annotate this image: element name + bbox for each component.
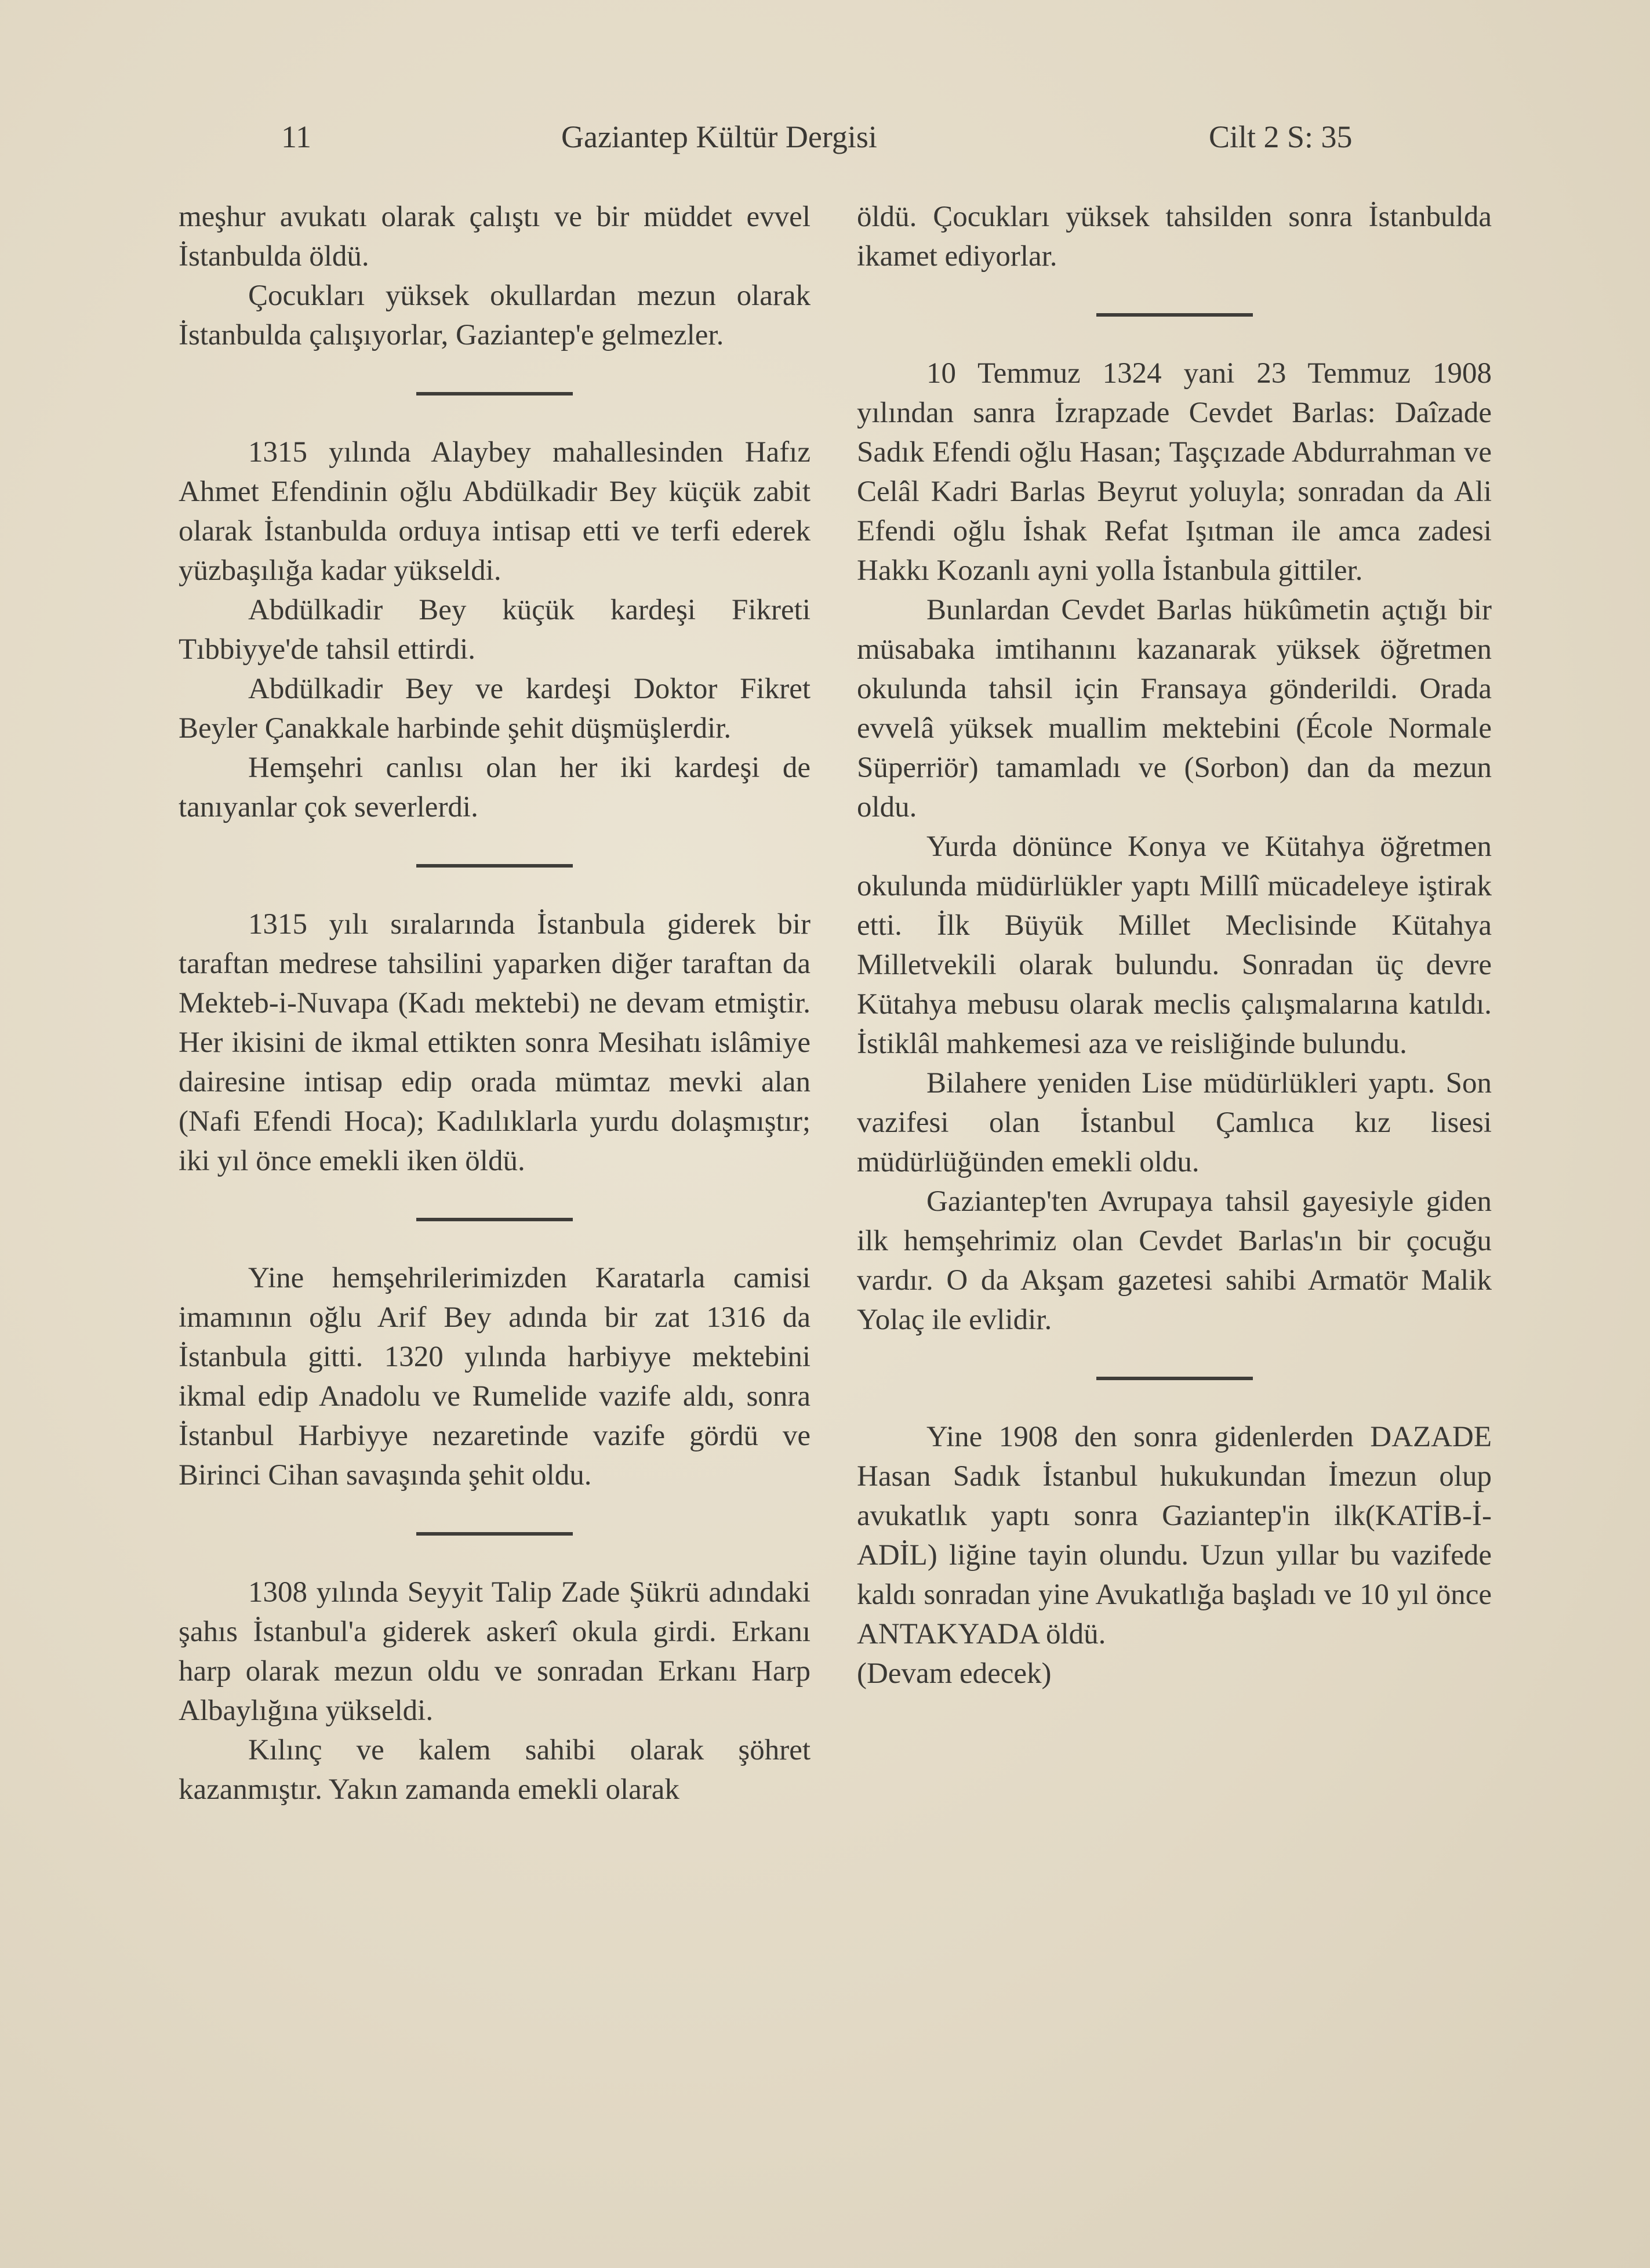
article-paragraph: Yine 1908 den sonra gidenlerden DAZADE Hasan Sadık İstanbul hukukundan İmezun olup avukatlık yaptı sonra Gaziantep'in ilk(KATİB-İ-ADİL) liğine tayin olundu. Uzun yıllar bu vazifede kaldı sonradan yine Avukatlığa başladı ve 10 yıl önce ANTAKYADA öldü.	[857, 1421, 1492, 1650]
page-header	[0, 119, 1650, 165]
article-paragraph: Bilahere yeniden Lise müdürlükleri yaptı. Son vazifesi olan İstanbul Çamlıca kız lisesi müdürlüğünden emekli oldu.	[857, 1067, 1492, 1178]
article-paragraph: 1315 yılında Alaybey mahallesinden Hafız Ahmet Efendinin oğlu Abdülkadir Bey küçük zabit olarak İstanbulda orduya intisap etti ve terfi ederek yüzbaşılığa kadar yükseldi.	[179, 436, 811, 587]
article-paragraph: Yurda dönünce Konya ve Kütahya öğretmen okulunda müdürlükler yaptı Millî mücadeleye iştirak etti. İlk Büyük Millet Meclisinde Kütahya Milletvekili olarak bulundu. Sonradan üç devre Kütahya mebusu olarak meclis çalışmalarına katıldı. İstiklâl mahkemesi aza ve reisliğinde bulundu.	[857, 830, 1492, 1060]
article-paragraph: Çocukları yüksek okullardan mezun olarak İstanbulda çalışıyorlar, Gaziantep'e gelmezler.	[179, 280, 811, 351]
article-paragraph: Abdülkadir Bey küçük kardeşi Fikreti Tıbbiyye'de tahsil ettirdi.	[179, 594, 811, 666]
article-paragraph: Gaziantep'ten Avrupaya tahsil gayesiyle giden ilk hemşehrimiz olan Cevdet Barlas'ın bir çocuğu vardır. O da Akşam gazetesi sahibi Armatör Malik Yolaç ile evlidir.	[857, 1185, 1492, 1336]
continued-note: (Devam edecek)	[857, 1657, 1052, 1690]
right-column	[857, 197, 1492, 1693]
issue-info: Cilt 2 S: 35	[1209, 119, 1353, 154]
article-paragraph: 10 Temmuz 1324 yani 23 Temmuz 1908 yılından sanra İzrapzade Cevdet Barlas: Daîzade Sadık Efendi oğlu Hasan; Taşçızade Abdurrahman ve Celâl Kadri Barlas Beyrut yoluyla; sonradan da Ali Efendi oğlu İshak Refat Işıtman ile amca zadesi Hakkı Kozanlı ayni yolla İstanbula gittiler.	[857, 357, 1492, 587]
page-number: 11	[281, 119, 311, 154]
article-paragraph: 1308 yılında Seyyit Talip Zade Şükrü adındaki şahıs İstanbul'a giderek askerî okula girdi. Erkanı harp olarak mezun oldu ve sonradan Erkanı Harp Albaylığına yükseldi.	[179, 1576, 811, 1727]
article-paragraph: 1315 yılı sıralarında İstanbula giderek bir taraftan medrese tahsilini yaparken diğer taraftan da Mekteb-i-Nuvapa (Kadı mektebi) ne devam etmiştir. Her ikisini de ikmal ettikten sonra Mesihatı islâmiye dairesine intisap edip orada mümtaz mevki alan (Nafi Efendi Hoca); Kadılıklarla yurdu dolaşmıştır; iki yıl önce emekli iken öldü.	[179, 908, 811, 1177]
article-paragraph: öldü. Çocukları yüksek tahsilden sonra İstanbulda ikamet ediyorlar.	[857, 201, 1492, 273]
article-paragraph: Yine hemşehrilerimizden Karatarla camisi imamının oğlu Arif Bey adında bir zat 1316 da İstanbula gitti. 1320 yılında harbiyye mektebini ikmal edip Anadolu ve Rumelide vazife aldı, sonra İstanbul Harbiyye nezaretinde vazife gördü ve Birinci Cihan savaşında şehit oldu.	[179, 1262, 811, 1492]
left-column	[179, 197, 811, 1809]
article-paragraph: Kılınç ve kalem sahibi olarak şöhret kazanmıştır. Yakın zamanda emekli olarak	[179, 1734, 811, 1806]
article-paragraph: Bunlardan Cevdet Barlas hükûmetin açtığı bir müsabaka imtihanını kazanarak yüksek öğretmen okulunda tahsil için Fransaya gönderildi. Orada evvelâ yüksek muallim mektebini (École Normale Süperriör) tamamladı ve (Sorbon) dan da mezun oldu.	[857, 594, 1492, 823]
article-paragraph: meşhur avukatı olarak çalıştı ve bir müddet evvel İstanbulda öldü.	[179, 201, 811, 273]
journal-title: Gaziantep Kültür Dergisi	[561, 119, 877, 154]
article-paragraph: Abdülkadir Bey ve kardeşi Doktor Fikret Beyler Çanakkale harbinde şehit düşmüşlerdir.	[179, 673, 811, 745]
article-paragraph: Hemşehri canlısı olan her iki kardeşi de tanıyanlar çok severlerdi.	[179, 752, 811, 823]
